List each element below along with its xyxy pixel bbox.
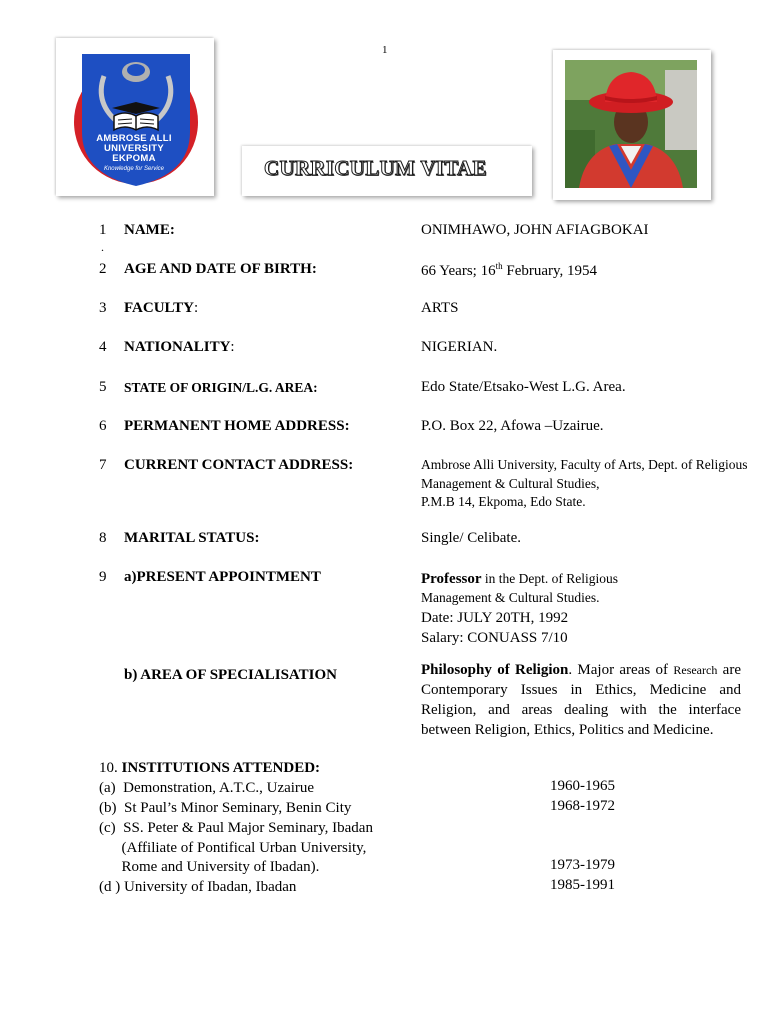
specialisation-label: b) AREA OF SPECIALISATION: [124, 667, 337, 683]
row-number: 4: [99, 339, 107, 355]
state-value: Edo State/Etsako-West L.G. Area.: [421, 379, 626, 395]
contact-address-value: [421, 456, 770, 512]
appointment-date: Date: JULY 20TH, 1992: [421, 609, 569, 626]
state-label: STATE OF ORIGIN/L.G. AREA:: [124, 380, 318, 395]
marital-status-label: MARITAL STATUS:: [124, 530, 260, 546]
portrait-photo: [553, 50, 711, 200]
nationality-label: NATIONALITY:: [124, 339, 235, 355]
institution-item: (d ) University of Ibadan, Ibadan: [99, 879, 297, 895]
home-address-label: PERMANENT HOME ADDRESS:: [124, 418, 350, 434]
institution-years: 1973-1979: [550, 857, 615, 873]
portrait-photo-icon: [565, 60, 697, 188]
appointment-rank: Professor: [421, 571, 482, 587]
row-number: 1: [99, 222, 107, 238]
age-label: AGE AND DATE OF BIRTH:: [124, 261, 317, 277]
contact-address-line: P.M.B 14, Ekpoma, Edo State.: [421, 494, 586, 509]
institution-item: (a) Demonstration, A.T.C., Uzairue: [99, 780, 315, 796]
nationality-value: NIGERIAN.: [421, 339, 498, 355]
university-logo: [56, 38, 214, 196]
institution-item: (b) St Paul’s Minor Seminary, Benin City: [99, 800, 352, 816]
institution-item: (c) SS. Peter & Paul Major Seminary, Ibadan: [99, 820, 373, 836]
contact-address-line: Ambrose Alli University, Faculty of Arts, Dept. of Religious: [421, 457, 748, 472]
row-number: 6: [99, 418, 107, 434]
faculty-value: ARTS: [421, 300, 459, 316]
institution-item: (Affiliate of Pontifical Urban University,: [99, 840, 367, 856]
contact-address-line: Management & Cultural Studies,: [421, 475, 600, 491]
faculty-label: FACULTY:: [124, 300, 199, 316]
row-number: 5: [99, 379, 107, 395]
institution-years: 1960-1965: [550, 778, 615, 794]
appointment-value: Professor in the Dept. of Religious Management & Cultural Studies. Date: JULY 20TH, 1992 Salary: CONUASS 7/10: [421, 571, 619, 646]
contact-address-label: CURRENT CONTACT ADDRESS:: [124, 457, 354, 473]
row-number: 9: [99, 569, 107, 585]
row-number: 3: [99, 300, 107, 316]
age-value: 66 Years; 16th February, 1954: [421, 261, 598, 279]
institutions-heading: 10. INSTITUTIONS ATTENDED:: [99, 760, 321, 776]
logo-line-1: AMBROSE ALLI: [96, 133, 172, 144]
logo-motto: Knowledge for Service: [103, 166, 165, 172]
home-address-value: P.O. Box 22, Afowa –Uzairue.: [421, 418, 604, 434]
list-dot: .: [101, 240, 104, 254]
name-value: ONIMHAWO, JOHN AFIAGBOKAI: [421, 222, 649, 238]
appointment-salary: Salary: CONUASS 7/10: [421, 629, 568, 646]
page-title: CURRICULUM VITAE: [264, 156, 487, 180]
appointment-label: a)PRESENT APPOINTMENT: [124, 569, 321, 585]
row-number: 8: [99, 530, 107, 546]
name-label: NAME:: [124, 222, 175, 238]
row-number: 7: [99, 457, 107, 473]
institution-item: Rome and University of Ibadan).: [99, 859, 320, 875]
institution-years: 1985-1991: [550, 877, 615, 893]
marital-status-value: Single/ Celibate.: [421, 530, 521, 546]
logo-line-3: EKPOMA: [112, 153, 156, 164]
specialisation-value: Philosophy of Religion. Major areas of Research are Contemporary Issues in Ethics, Medicine and Religion, and areas dealing with the interface between Religion, Ethics, Politics and Medicine.: [421, 662, 741, 738]
institution-years: 1968-1972: [550, 798, 615, 814]
row-number: 2: [99, 261, 107, 277]
appointment-dept: Management & Cultural Studies.: [421, 590, 600, 605]
page-number: 1: [382, 44, 388, 56]
title-box: [242, 146, 532, 196]
logo-line-2: UNIVERSITY: [103, 143, 164, 154]
